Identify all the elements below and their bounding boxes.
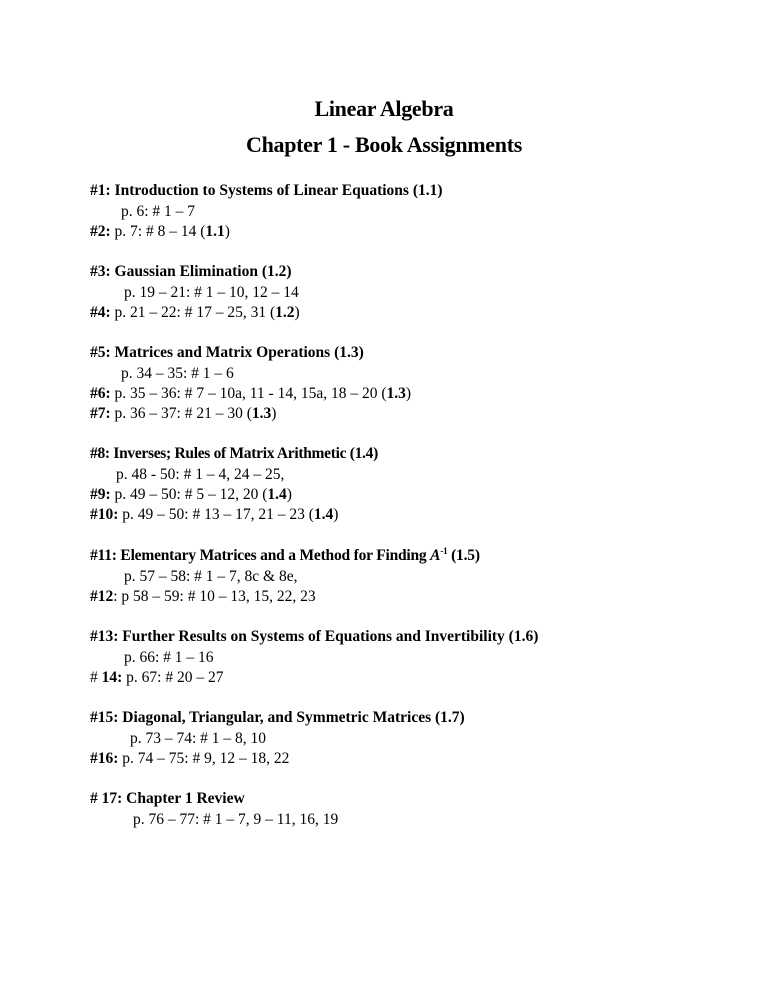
- assignment-12-label: #12: [90, 588, 114, 605]
- assignment-8-pages: p. 48 - 50: # 1 – 4, 24 – 25,: [116, 466, 285, 483]
- assignment-13-pages: p. 66: # 1 – 16: [124, 649, 214, 666]
- assignment-10: [90, 505, 338, 525]
- assignment-17-pages: p. 76 – 77: # 1 – 7, 9 – 11, 16, 19: [133, 811, 339, 828]
- assignment-2-close: ): [224, 223, 230, 240]
- assignment-14-pages: p. 67: # 20 – 27: [122, 669, 224, 686]
- assignment-10-section: 1.4: [313, 506, 334, 523]
- assignment-6-close: ): [405, 385, 412, 402]
- assignment-14: [90, 668, 223, 688]
- assignment-13-heading: #13: Further Results on Systems of Equations and Invertibility (1.6): [90, 628, 539, 645]
- assignment-9-section: 1.4: [267, 486, 287, 503]
- assignment-14-prefix: #: [90, 669, 102, 686]
- assignment-9-pages: p. 49 – 50: # 5 – 12, 20 (: [110, 486, 268, 503]
- assignment-9-label: #9:: [90, 486, 111, 503]
- assignment-7-label: #7:: [90, 405, 111, 422]
- assignment-11-section: (1.5): [447, 547, 480, 564]
- assignment-16-label: #16:: [90, 750, 119, 767]
- assignment-5-pages: p. 34 – 35: # 1 – 6: [121, 365, 234, 382]
- assignment-10-close: ): [333, 506, 339, 523]
- assignment-4: [90, 303, 300, 323]
- assignment-3-heading: #3: Gaussian Elimination (1.2): [90, 263, 292, 280]
- assignment-4-pages: p. 21 – 22: # 17 – 25, 31 (: [110, 304, 276, 321]
- assignment-5-heading: #5: Matrices and Matrix Operations (1.3): [90, 344, 364, 361]
- assignment-9-close: ): [286, 486, 292, 503]
- matrix-a-symbol: A: [430, 547, 441, 564]
- assignment-1-pages: p. 6: # 1 – 7: [121, 203, 196, 220]
- assignment-2-label: #2:: [90, 223, 111, 240]
- assignment-16: [90, 749, 289, 769]
- assignment-2: [90, 222, 230, 242]
- assignment-7: [90, 404, 276, 424]
- assignment-7-pages: p. 36 – 37: # 21 – 30 (: [110, 405, 252, 422]
- assignment-10-pages: p. 49 – 50: # 13 – 17, 21 – 23 (: [118, 506, 314, 523]
- assignment-7-section: 1.3: [251, 405, 272, 422]
- assignment-4-label: #4:: [90, 304, 111, 321]
- assignment-9: [90, 485, 292, 505]
- assignment-7-close: ): [271, 405, 277, 422]
- assignment-8-heading: #8: Inverses; Rules of Matrix Arithmetic (1.4): [90, 445, 378, 462]
- assignment-12: [90, 587, 316, 607]
- assignment-14-label: 14:: [101, 669, 123, 686]
- assignment-2-section: 1.1: [205, 223, 225, 240]
- assignment-2-pages: p. 7: # 8 – 14 (: [110, 223, 206, 240]
- assignment-11-pages: p. 57 – 58: # 1 – 7, 8c & 8e,: [124, 568, 298, 585]
- assignment-11-heading-text: #11: Elementary Matrices and a Method for Finding: [90, 547, 431, 564]
- document-title: Linear Algebra: [314, 96, 454, 121]
- document-subtitle: Chapter 1 - Book Assignments: [245, 132, 522, 157]
- assignment-17-heading: # 17: Chapter 1 Review: [90, 790, 245, 807]
- assignment-10-label: #10:: [90, 506, 119, 523]
- assignment-6-pages: p. 35 – 36: # 7 – 10a, 11 - 14, 15a, 18 – 20 (: [110, 385, 387, 402]
- assignment-16-pages: p. 74 – 75: # 9, 12 – 18, 22: [118, 750, 290, 767]
- assignment-3-pages: p. 19 – 21: # 1 – 10, 12 – 14: [124, 284, 299, 301]
- assignment-11-heading: [90, 546, 480, 566]
- assignment-4-section: 1.2: [275, 304, 295, 321]
- assignment-6: [90, 384, 411, 404]
- assignment-1-heading: #1: Introduction to Systems of Linear Equations (1.1): [90, 182, 443, 199]
- assignment-15-heading: #15: Diagonal, Triangular, and Symmetric Matrices (1.7): [90, 709, 465, 726]
- assignment-6-section: 1.3: [386, 385, 406, 402]
- assignment-15-pages: p. 73 – 74: # 1 – 8, 10: [130, 730, 267, 747]
- assignment-6-label: #6:: [90, 385, 111, 402]
- assignment-12-pages: : p 58 – 59: # 10 – 13, 15, 22, 23: [113, 588, 316, 605]
- assignment-4-close: ): [294, 304, 300, 321]
- inverse-exponent: -1: [440, 545, 448, 556]
